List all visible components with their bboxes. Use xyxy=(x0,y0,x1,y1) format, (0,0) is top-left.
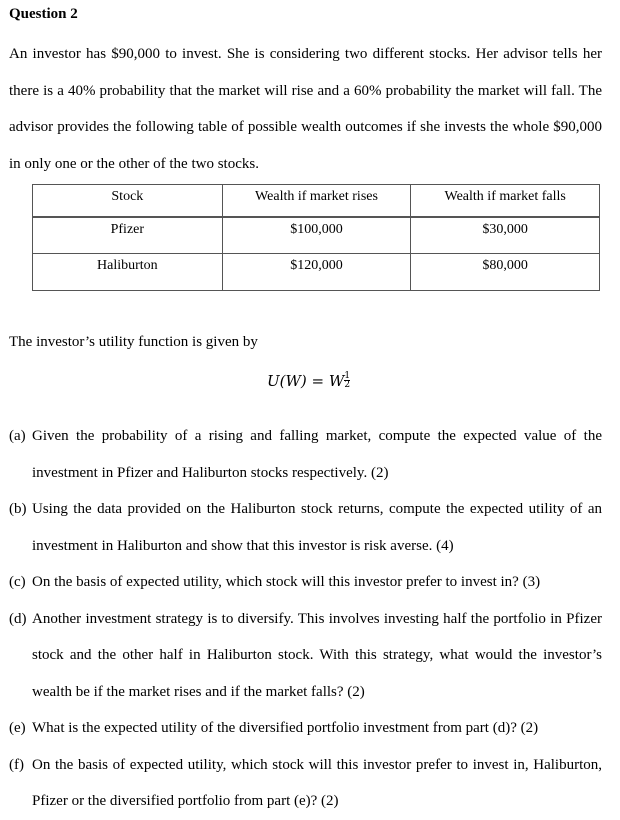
utility-formula xyxy=(267,372,350,397)
table-header-row xyxy=(33,185,600,217)
table-cell: $120,000 xyxy=(222,254,411,291)
table-cell: Pfizer xyxy=(33,217,223,254)
question-label: (e) xyxy=(9,720,26,736)
table-cell: $100,000 xyxy=(222,217,411,254)
table-cell: $80,000 xyxy=(411,254,600,291)
table-header-cell: Stock xyxy=(33,185,223,217)
table-cell: $30,000 xyxy=(411,217,600,254)
question-list xyxy=(9,418,602,820)
formula-exponent xyxy=(344,372,350,389)
question-item xyxy=(9,601,602,711)
table-cell: Haliburton xyxy=(33,254,223,291)
question-label: (b) xyxy=(9,501,27,517)
question-text: On the basis of expected utility, which stock will this investor prefer to invest in? (3) xyxy=(32,574,541,590)
question-label: (a) xyxy=(9,428,26,444)
table-header-cell: Wealth if market rises xyxy=(222,185,411,217)
wealth-table xyxy=(32,184,600,291)
question-item xyxy=(9,747,602,820)
table-row xyxy=(33,217,600,254)
question-heading: Question 2 xyxy=(9,6,78,22)
question-text: On the basis of expected utility, which stock will this investor prefer to invest in, Haliburton, Pfizer or the diversified portfolio from part (e)? (2) xyxy=(32,756,602,809)
table-header-cell: Wealth if market falls xyxy=(411,185,600,217)
question-item xyxy=(9,418,602,491)
question-text: Given the probability of a rising and falling market, compute the expected value of the investment in Pfizer and Haliburton stocks respectively. (2) xyxy=(32,428,602,481)
question-label: (c) xyxy=(9,574,26,590)
question-item xyxy=(9,564,602,601)
question-label: (d) xyxy=(9,610,27,627)
question-item xyxy=(9,710,602,747)
table-row xyxy=(33,254,600,291)
utility-statement: The investor’s utility function is given by xyxy=(9,334,258,350)
formula-lhs: U(W) = W xyxy=(267,372,345,390)
question-label: (f) xyxy=(9,756,24,773)
question-item xyxy=(9,491,602,564)
question-text: Another investment strategy is to diversify. This involves investing half the portfolio in Pfizer stock and the other half in Haliburton stock. With this strategy, what would the investor’s wealth be if the market rises and if the market falls? (2) xyxy=(32,610,602,700)
question-text: Using the data provided on the Haliburton stock returns, compute the expected utility of an investment in Haliburton and show that this investor is risk averse. (4) xyxy=(32,501,602,554)
exponent-denominator: 2 xyxy=(344,380,351,390)
question-text: What is the expected utility of the diversified portfolio investment from part (d)? (2) xyxy=(32,720,539,736)
exponent-numerator: 1 xyxy=(344,371,351,381)
intro-paragraph: An investor has $90,000 to invest. She is considering two different stocks. Her advisor tells her there is a 40% probability that the market will rise and a 60% probability the market will fall. The advisor provides the following table of possible wealth outcomes if she invests the whole $90,000 in only one or the other of the two stocks. xyxy=(9,46,602,172)
